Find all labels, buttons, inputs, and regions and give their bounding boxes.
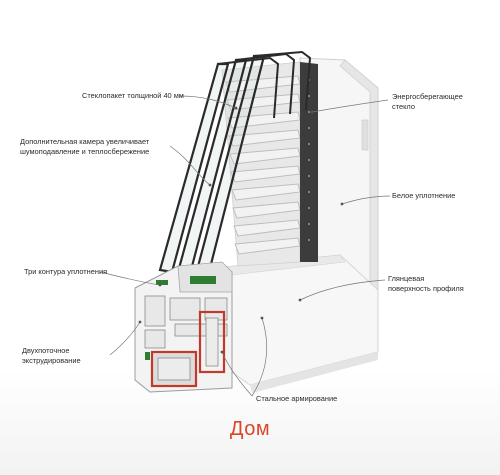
callout-coextrusion-line1: Двухпоточное	[22, 346, 70, 355]
callout-glossy-surface	[388, 274, 464, 294]
callout-coextrusion-line2: экструдирование	[22, 356, 81, 365]
callout-energy-glass-line2: стекло	[392, 102, 415, 111]
callout-extra-chamber-line1: Дополнительная камера увеличивает	[20, 137, 150, 146]
callout-three-seals: Три контура уплотнения	[24, 267, 108, 276]
callout-steel-reinforcement: Стальное армирование	[256, 394, 338, 403]
callout-extra-chamber-line2: шумоподавление и теплосбережение	[20, 147, 150, 156]
callout-glass-unit: Стеклопакет толщиной 40 мм	[82, 91, 184, 100]
callout-glossy-line1: Глянцевая	[388, 274, 425, 283]
sill-surface	[215, 255, 378, 393]
diagram-caption: Дом	[229, 418, 271, 440]
callout-coextrusion	[22, 346, 81, 366]
callout-glossy-line2: поверхность профиля	[388, 284, 464, 293]
callout-energy-glass	[392, 92, 463, 112]
profile-cross-section	[135, 262, 232, 392]
callout-white-seal: Белое уплотнение	[392, 191, 456, 200]
callout-energy-glass-line1: Энергосберегающее	[392, 92, 463, 101]
callout-extra-chamber	[20, 137, 149, 157]
